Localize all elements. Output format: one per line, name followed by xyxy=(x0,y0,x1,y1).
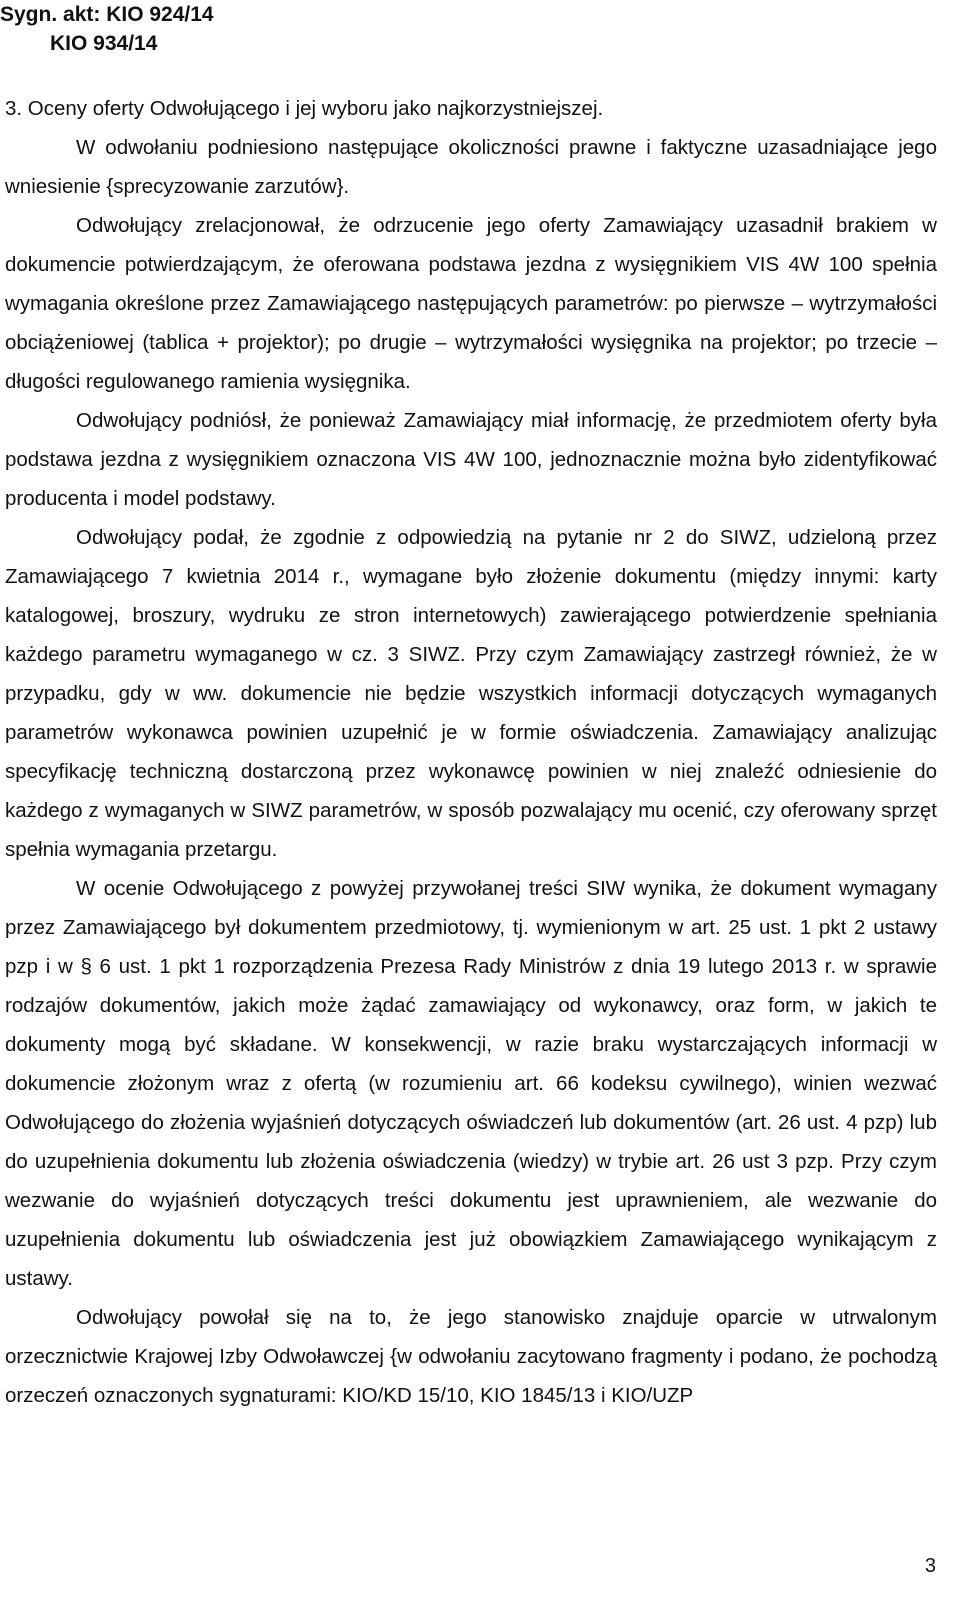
document-body xyxy=(5,89,937,1415)
paragraph-2: Odwołujący zrelacjonował, że odrzucenie jego oferty Zamawiający uzasadnił brakiem w dokumencie potwierdzającym, że oferowana podstawa jezdna z wysięgnikiem VIS 4W 100 spełnia wymagania określone przez Zamawiającego następujących parametrów: po pierwsze – wytrzymałości obciążeniowej (tablica + projektor); po drugie – wytrzymałości wysięgnika na projektor; po trzecie – długości regulowanego ramienia wysięgnika. xyxy=(5,214,937,393)
page-number: 3 xyxy=(924,1555,936,1577)
paragraph-1: W odwołaniu podniesiono następujące okoliczności prawne i faktyczne uzasadniające jego wniesienie {sprecyzowanie zarzutów}. xyxy=(5,136,937,198)
paragraph-4: Odwołujący podał, że zgodnie z odpowiedzią na pytanie nr 2 do SIWZ, udzieloną przez Zamawiającego 7 kwietnia 2014 r., wymagane było złożenie dokumentu (między innymi: karty katalogowej, broszury, wydruku ze stron internetowych) zawierającego potwierdzenie spełniania każdego parametru wymaganego w cz. 3 SIWZ. Przy czym Zamawiający zastrzegł również, że w przypadku, gdy w ww. dokumencie nie będzie wszystkich informacji dotyczących wymaganych parametrów wykonawca powinien uzupełnić je w formie oświadczenia. Zamawiający analizując specyfikację techniczną dostarczoną przez wykonawcę powinien w niej znaleźć odniesienie do każdego z wymaganych w SIWZ parametrów, w sposób pozwalający mu ocenić, czy oferowany sprzęt spełnia wymagania przetargu. xyxy=(5,526,937,861)
paragraph-5: W ocenie Odwołującego z powyżej przywołanej treści SIW wynika, że dokument wymagany przez Zamawiającego był dokumentem przedmiotowy, tj. wymienionym w art. 25 ust. 1 pkt 2 ustawy pzp i w § 6 ust. 1 pkt 1 rozporządzenia Prezesa Rady Ministrów z dnia 19 lutego 2013 r. w sprawie rodzajów dokumentów, jakich może żądać zamawiający od wykonawcy, oraz form, w jakich te dokumenty mogą być składane. W konsekwencji, w razie braku wystarczających informacji w dokumencie złożonym wraz z ofertą (w rozumieniu art. 66 kodeksu cywilnego), winien wezwać Odwołującego do złożenia wyjaśnień dotyczących oświadczeń lub dokumentów (art. 26 ust. 4 pzp) lub do uzupełnienia dokumentu lub złożenia oświadczenia (wiedzy) w trybie art. 26 ust 3 pzp. Przy czym wezwanie do wyjaśnień dotyczących treści dokumentu jest uprawnieniem, ale wezwanie do uzupełnienia dokumentu lub oświadczenia jest już obowiązkiem Zamawiającego wynikającym z ustawy. xyxy=(5,877,937,1290)
paragraph-3: Odwołujący podniósł, że ponieważ Zamawiający miał informację, że przedmiotem oferty była podstawa jezdna z wysięgnikiem oznaczona VIS 4W 100, jednoznacznie można było zidentyfikować producenta i model podstawy. xyxy=(5,409,937,510)
section-heading: 3. Oceny oferty Odwołującego i jej wyboru jako najkorzystniejszej. xyxy=(5,97,604,120)
case-signature-line-1: Sygn. akt: KIO 924/14 xyxy=(0,3,214,26)
case-signature xyxy=(0,0,214,58)
paragraph-6: Odwołujący powołał się na to, że jego stanowisko znajduje oparcie w utrwalonym orzecznictwie Krajowej Izby Odwoławczej {w odwołaniu zacytowano fragmenty i podano, że pochodzą orzeczeń oznaczonych sygnaturami: KIO/KD 15/10, KIO 1845/13 i KIO/UZP xyxy=(5,1306,937,1407)
case-signature-line-2: KIO 934/14 xyxy=(50,32,158,55)
